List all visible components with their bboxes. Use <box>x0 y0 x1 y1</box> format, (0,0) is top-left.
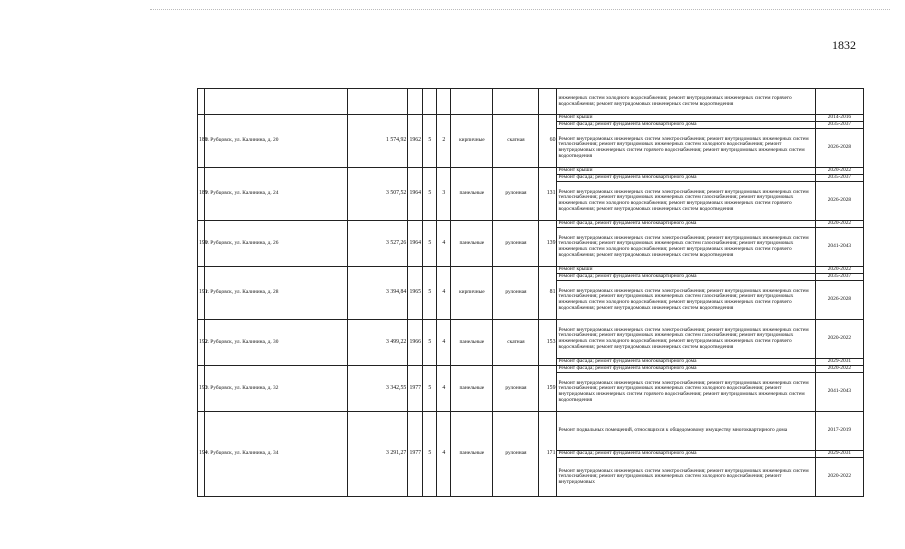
total-area: 3 527,26 <box>348 221 408 267</box>
table-row <box>198 267 864 274</box>
work-description: Ремонт внутридомовых инженерных систем электроснабжения; ремонт внутридомовых инженерных систем теплоснабжения; ремонт внутридомовых инженерных систем холодного водоснабжения; ремонт внутридомовых <box>557 458 815 497</box>
row-number: 188 <box>198 115 205 168</box>
work-period: 2014-2016 <box>815 115 863 122</box>
work-description: Ремонт внутридомовых инженерных систем электроснабжения; ремонт внутридомовых инженерных систем теплоснабжения; ремонт внутридомовых инженерных систем холодного водоснабжения; ремонт внутридомовых инженерных систем горячего водоснабжения; ремонт внутридомовых инженерных систем водоотведения <box>557 129 815 168</box>
roof-type: рулонная <box>493 168 539 221</box>
work-period: 2026-2028 <box>815 281 863 320</box>
floors: 5 <box>423 115 437 168</box>
work-description: Ремонт фасада, ремонт фундамента многоквартирного дома <box>557 221 815 228</box>
work-description: Ремонт крыши <box>557 115 815 122</box>
work-period: 2020-2022 <box>815 267 863 274</box>
table-row <box>198 115 864 122</box>
table-row <box>198 366 864 373</box>
flat-count: 153 <box>539 320 557 366</box>
total-area: 3 394,84 <box>348 267 408 320</box>
wall-material: панельные <box>451 320 493 366</box>
work-period: 2026-2028 <box>815 129 863 168</box>
table-row <box>198 320 864 359</box>
work-description: Ремонт крыши <box>557 267 815 274</box>
build-year: 1965 <box>408 267 423 320</box>
entrances: 4 <box>437 320 451 366</box>
roof-type: рулонная <box>493 366 539 412</box>
work-description: Ремонт фасада; ремонт фундамента многоквартирного дома <box>557 175 815 182</box>
work-period: 2020-2022 <box>815 168 863 175</box>
wall-material: панельные <box>451 168 493 221</box>
work-period: 2041-2043 <box>815 373 863 412</box>
table-row-continuation <box>198 89 864 115</box>
entrances: 2 <box>437 115 451 168</box>
build-year: 1964 <box>408 221 423 267</box>
work-description: Ремонт фасада; ремонт фундамента многоквартирного дома <box>557 274 815 281</box>
entrances: 4 <box>437 412 451 497</box>
floors: 5 <box>423 320 437 366</box>
work-description: Ремонт внутридомовых инженерных систем электроснабжения; ремонт внутридомовых инженерных систем теплоснабжения; ремонт внутридомовых инженерных систем газоснабжения; ремонт внутридомовых инженерных систем холодного водоснабжения; ремонт внутридомовых инженерных систем горячего водоснабжения; ремонт внутридомовых инженерных систем водоотведения <box>557 182 815 221</box>
entrances: 3 <box>437 168 451 221</box>
floors: 5 <box>423 366 437 412</box>
row-number: 189 <box>198 168 205 221</box>
build-year: 1977 <box>408 366 423 412</box>
work-description: Ремонт подвальных помещений, относящихся к общедомовому имуществу многоквартирного дома <box>557 412 815 451</box>
floors: 5 <box>423 267 437 320</box>
work-period: 2026-2028 <box>815 182 863 221</box>
roof-type: скатная <box>493 115 539 168</box>
flat-count: 81 <box>539 267 557 320</box>
work-description: Ремонт внутридомовых инженерных систем электроснабжения; ремонт внутридомовых инженерных систем теплоснабжения; ремонт внутридомовых инженерных систем газоснабжения; ремонт внутридомовых инженерных систем холодного водоснабжения; ремонт внутридомовых инженерных систем горячего водоснабжения; ремонт внутридомовых инженерных систем водоотведения <box>557 320 815 359</box>
work-description: Ремонт фасада; ремонт фундамента многоквартирного дома <box>557 366 815 373</box>
build-year: 1964 <box>408 168 423 221</box>
flat-count: 171 <box>539 412 557 497</box>
work-period: 2035-2037 <box>815 274 863 281</box>
work-period: 2020-2022 <box>815 366 863 373</box>
entrances: 4 <box>437 267 451 320</box>
address: г. Рубцовск, ул. Калинина, д. 24 <box>205 168 348 221</box>
work-period: 2041-2043 <box>815 228 863 267</box>
work-period: 2020-2022 <box>815 458 863 497</box>
build-year: 1966 <box>408 320 423 366</box>
row-number: 194 <box>198 412 205 497</box>
wall-material: панельные <box>451 366 493 412</box>
build-year: 1962 <box>408 115 423 168</box>
work-description: Ремонт крыши <box>557 168 815 175</box>
work-description: Ремонт фасада; ремонт фундамента многоквартирного дома <box>557 359 815 366</box>
work-description: Ремонт внутридомовых инженерных систем электроснабжения; ремонт внутридомовых инженерных систем теплоснабжения; ремонт внутридомовых инженерных систем газоснабжения; ремонт внутридомовых инженерных систем холодного водоснабжения; ремонт внутридомовых инженерных систем горячего водоснабжения; ремонт внутридомовых инженерных систем водоотведения <box>557 228 815 267</box>
total-area: 3 291,27 <box>348 412 408 497</box>
work-period: 2017-2019 <box>815 412 863 451</box>
total-area: 3 507,52 <box>348 168 408 221</box>
flat-count: 131 <box>539 168 557 221</box>
work-description: Ремонт внутридомовых инженерных систем электроснабжения; ремонт внутридомовых инженерных систем теплоснабжения; ремонт внутридомовых инженерных систем газоснабжения; ремонт внутридомовых инженерных систем холодного водоснабжения; ремонт внутридомовых инженерных систем горячего водоснабжения; ремонт внутридомовых инженерных систем водоотведения <box>557 281 815 320</box>
row-number: 191 <box>198 267 205 320</box>
row-number: 190 <box>198 221 205 267</box>
flat-count: 60 <box>539 115 557 168</box>
row-number: 192 <box>198 320 205 366</box>
flat-count: 139 <box>539 221 557 267</box>
floors: 5 <box>423 168 437 221</box>
total-area: 1 574,92 <box>348 115 408 168</box>
address: г. Рубцовск, ул. Калинина, д. 30 <box>205 320 348 366</box>
work-description: Ремонт фасада; ремонт фундамента многоквартирного дома <box>557 451 815 458</box>
row-number: 193 <box>198 366 205 412</box>
address: г. Рубцовск, ул. Калинина, д. 28 <box>205 267 348 320</box>
work-description: Ремонт фасада; ремонт фундамента многоквартирного дома <box>557 122 815 129</box>
address: г. Рубцовск, ул. Калинина, д. 32 <box>205 366 348 412</box>
work-period: 2029-2031 <box>815 451 863 458</box>
roof-type: скатная <box>493 320 539 366</box>
total-area: 3 499,22 <box>348 320 408 366</box>
wall-material: панельные <box>451 412 493 497</box>
scan-top-edge <box>150 9 890 10</box>
page-number: 1832 <box>832 38 856 52</box>
flat-count: 159 <box>539 366 557 412</box>
capital-repair-table <box>197 88 864 497</box>
table-row <box>198 168 864 175</box>
build-year: 1977 <box>408 412 423 497</box>
work-period: 2035-2037 <box>815 175 863 182</box>
table-row <box>198 412 864 451</box>
floors: 5 <box>423 221 437 267</box>
entrances: 4 <box>437 366 451 412</box>
table-row <box>198 221 864 228</box>
roof-type: рулонная <box>493 412 539 497</box>
work-period: 2035-2037 <box>815 122 863 129</box>
total-area: 3 342,55 <box>348 366 408 412</box>
work-period: 2020-2022 <box>815 221 863 228</box>
address: г. Рубцовск, ул. Калинина, д. 26 <box>205 221 348 267</box>
table-body <box>198 89 864 497</box>
work-period: 2020-2022 <box>815 320 863 359</box>
address: г. Рубцовск, ул. Калинина, д. 20 <box>205 115 348 168</box>
entrances: 4 <box>437 221 451 267</box>
wall-material: кирпичные <box>451 115 493 168</box>
floors: 5 <box>423 412 437 497</box>
address: г. Рубцовск, ул. Калинина, д. 34 <box>205 412 348 497</box>
wall-material: панельные <box>451 221 493 267</box>
wall-material: кирпичные <box>451 267 493 320</box>
roof-type: рулонная <box>493 221 539 267</box>
work-period: 2029-2031 <box>815 359 863 366</box>
work-description: инженерных систем холодного водоснабжения; ремонт внутридомовых инженерных систем горячего водоснабжения; ремонт внутридомовых инженерных систем водоотведения <box>557 89 815 115</box>
roof-type: рулонная <box>493 267 539 320</box>
work-description: Ремонт внутридомовых инженерных систем электроснабжения; ремонт внутридомовых инженерных систем теплоснабжения; ремонт внутридомовых инженерных систем холодного водоснабжения; ремонт внутридомовых инженерных систем горячего водоснабжения; ремонт внутридомовых инженерных систем водоотведения <box>557 373 815 412</box>
